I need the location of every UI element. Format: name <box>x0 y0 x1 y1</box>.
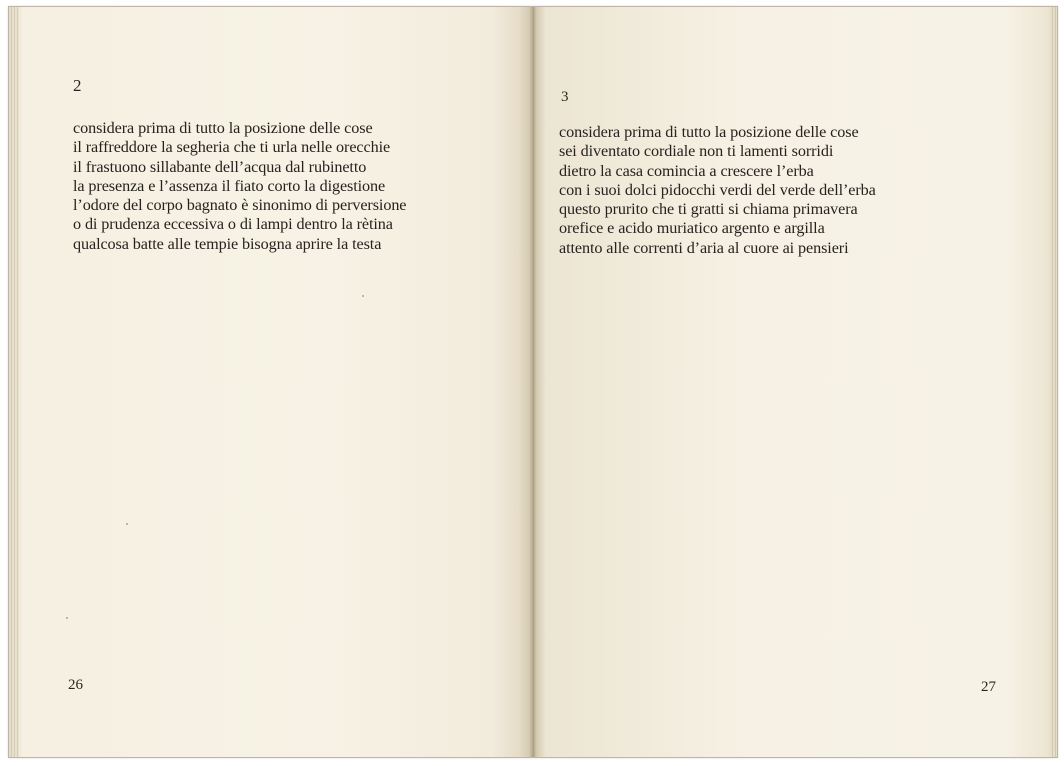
poem-line: la presenza e l’assenza il fiato corto la digestione <box>73 176 386 195</box>
poem-line: con i suoi dolci pidocchi verdi del verde dell’erba <box>559 180 876 199</box>
poem-line: il frastuono sillabante dell’acqua dal rubinetto <box>73 157 367 176</box>
paper-speck <box>126 523 128 525</box>
poem-line: dietro la casa comincia a crescere l’erba <box>559 161 814 180</box>
poem-number: 2 <box>73 76 82 95</box>
poem-text <box>73 119 406 254</box>
paper-speck <box>66 617 68 619</box>
right-page <box>534 7 1057 757</box>
poem-text <box>559 123 876 258</box>
left-page <box>9 7 534 757</box>
page-number: 26 <box>68 677 83 693</box>
poem-line: l’odore del corpo bagnato è sinonimo di perversione <box>73 196 407 215</box>
poem-line: orefice e acido muriatico argento e argilla <box>559 219 825 238</box>
page-number: 27 <box>981 679 996 695</box>
poem-line: considera prima di tutto la posizione delle cose <box>73 119 373 137</box>
poem-line: attento alle correnti d’aria al cuore ai pensieri <box>559 238 849 257</box>
right-page-edges <box>1050 7 1057 757</box>
poem-number: 3 <box>561 89 569 105</box>
paper-speck <box>362 295 364 297</box>
poem-line: sei diventato cordiale non ti lamenti sorridi <box>559 142 834 161</box>
poem-line: qualcosa batte alle tempie bisogna aprire la testa <box>73 234 382 253</box>
poem-line: il raffreddore la segheria che ti urla nelle orecchie <box>73 138 391 157</box>
poem-line: o di prudenza eccessiva o di lampi dentro la rètina <box>73 215 393 234</box>
poem-line: questo prurito che ti gratti si chiama primavera <box>559 200 858 219</box>
open-book <box>8 6 1058 758</box>
poem-line: considera prima di tutto la posizione delle cose <box>559 123 859 141</box>
left-page-edges <box>9 7 19 757</box>
